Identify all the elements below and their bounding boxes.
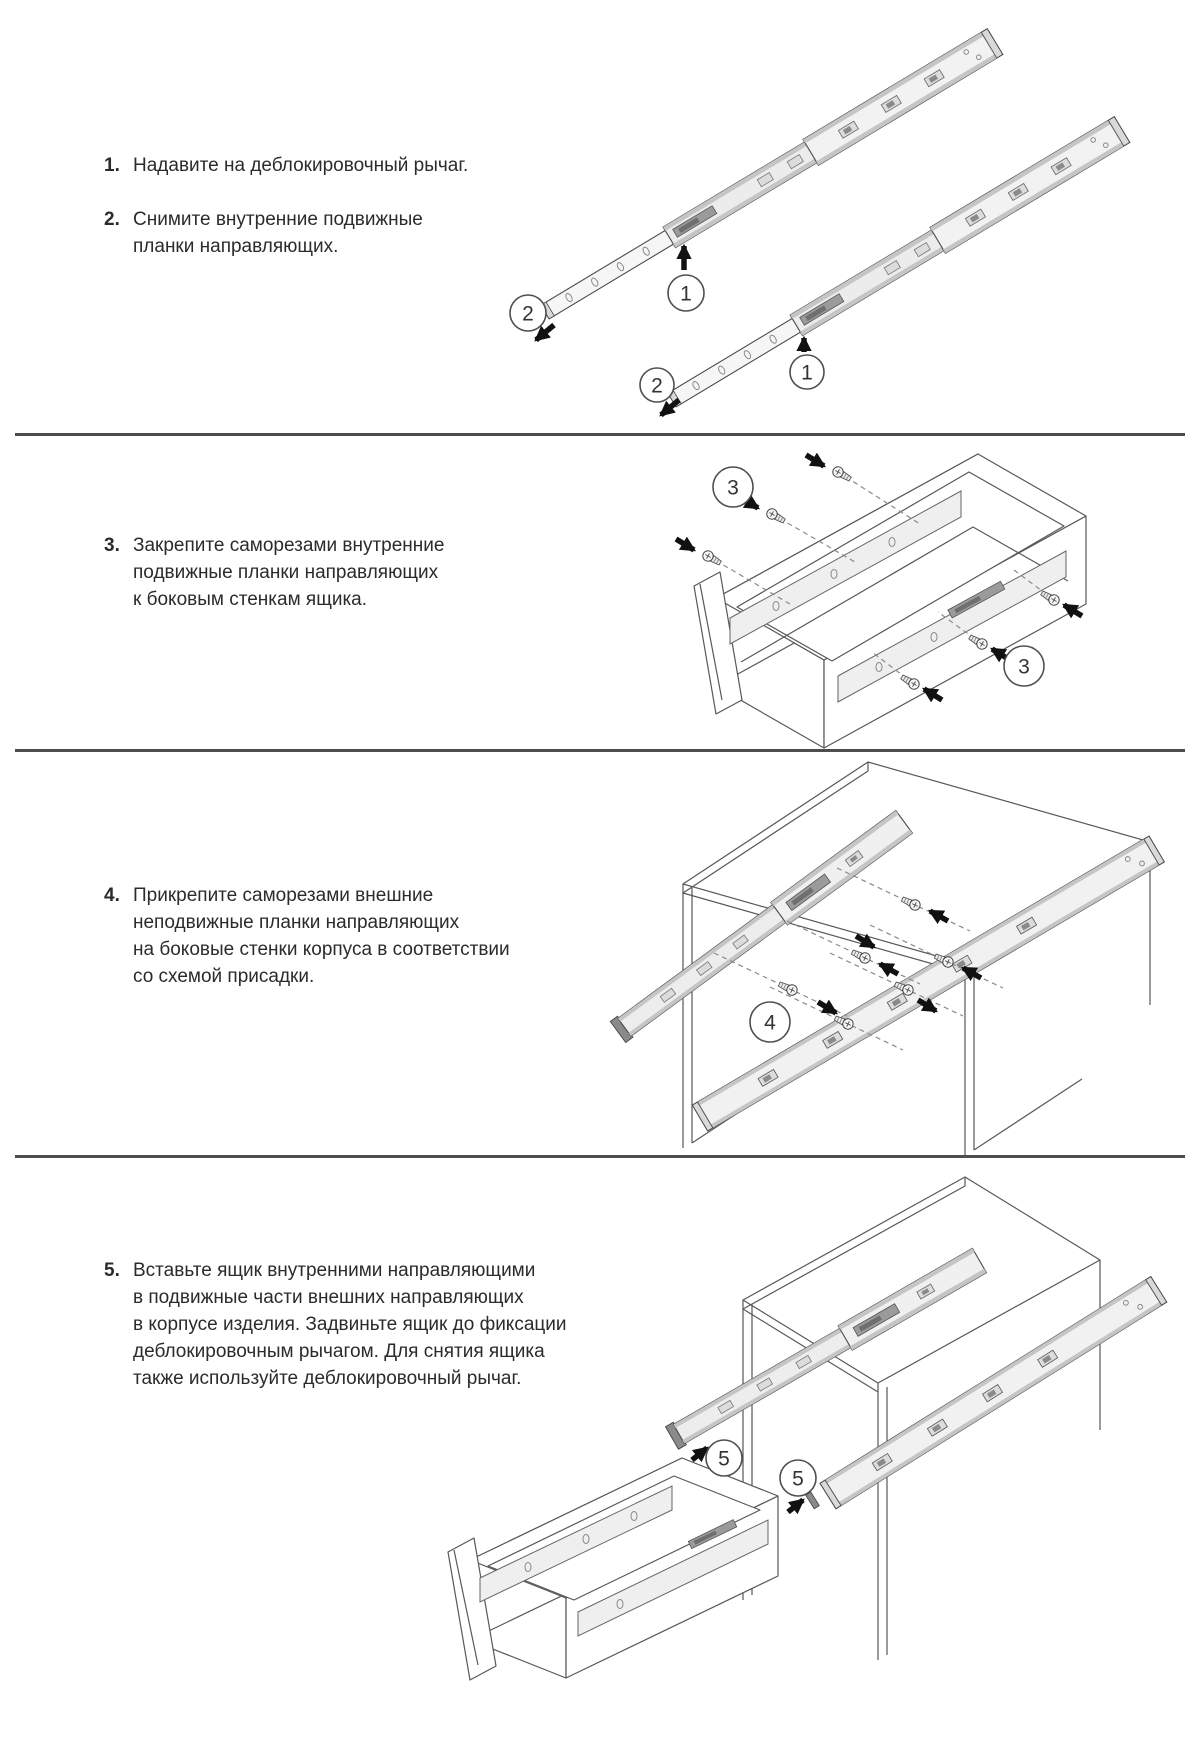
svg-text:3: 3 <box>1018 655 1030 679</box>
step-2-number: 2. <box>104 209 120 230</box>
screw-icon <box>850 947 872 965</box>
step-1-number: 1. <box>104 155 120 176</box>
screw-direction-arrow-icon <box>924 689 942 700</box>
svg-text:5: 5 <box>718 1447 730 1471</box>
diagram-slides-removal <box>0 0 1200 434</box>
callout-3-badge <box>713 467 753 507</box>
screw-direction-arrow-icon <box>880 964 898 974</box>
step-3-text-line3: к боковым стенкам ящика. <box>133 589 368 610</box>
step-5-number: 5. <box>104 1260 120 1281</box>
callout-2-badge <box>510 295 546 331</box>
insert-direction-arrow-icon <box>692 1448 707 1460</box>
diagram-drawer-mounting <box>0 435 1200 750</box>
step-4-text-line1: Прикрепите саморезами внешние <box>133 885 434 906</box>
screw-icon <box>701 549 723 568</box>
step-4-text-line4: со схемой присадки. <box>133 966 315 987</box>
step-1-text: Надавите на деблокировочный рычаг. <box>133 155 469 176</box>
diagram-drawer-insertion <box>0 1157 1200 1760</box>
svg-text:4: 4 <box>764 1011 776 1035</box>
screw-icon <box>831 465 853 484</box>
remove-strip-arrow-icon <box>661 400 679 415</box>
step-4-text-line3: на боковые стенки корпуса в соответствии <box>133 939 510 960</box>
screw-icon <box>777 979 799 997</box>
screw-direction-arrow-icon <box>676 539 694 550</box>
step-5-text-line1: Вставьте ящик внутренними направляющими <box>133 1260 536 1281</box>
step-3-text-line2: подвижные планки направляющих <box>133 562 439 583</box>
drawer-box <box>694 454 1086 748</box>
drawer-box <box>448 1458 778 1680</box>
step-4-text-line2: неподвижные планки направляющих <box>133 912 460 933</box>
step-5-text-line2: в подвижные части внешних направляющих <box>133 1287 524 1308</box>
svg-text:1: 1 <box>801 361 813 385</box>
step-5-text-line4: деблокировочным рычагом. Для снятия ящика <box>133 1341 545 1362</box>
callout-3-badge <box>1004 646 1044 686</box>
step-3-text-line1: Закрепите саморезами внутренние <box>133 535 445 556</box>
svg-text:5: 5 <box>792 1467 804 1491</box>
callout-5-badge <box>780 1460 816 1496</box>
step-2-text-line1: Снимите внутренние подвижные <box>133 209 423 230</box>
drawer-slide-rail <box>537 29 1002 325</box>
diagram-cabinet-mounting <box>0 751 1200 1156</box>
step-4-number: 4. <box>104 885 120 906</box>
screw-direction-arrow-icon <box>806 455 824 466</box>
step-3-number: 3. <box>104 535 120 556</box>
callout-1-badge <box>790 355 824 389</box>
callout-1-badge <box>668 275 704 311</box>
screw-icon <box>765 507 787 526</box>
rail-front-bracket <box>806 1492 820 1509</box>
cabinet-body <box>743 1177 1100 1660</box>
callout-5-badge <box>706 1440 742 1476</box>
step-5-text-line5: также используйте деблокировочный рычаг. <box>133 1368 522 1389</box>
insert-direction-arrow-icon <box>788 1500 803 1512</box>
step-5-text-line3: в корпусе изделия. Задвиньте ящик до фиксации <box>133 1314 567 1335</box>
svg-text:2: 2 <box>651 374 663 398</box>
svg-text:1: 1 <box>680 282 692 306</box>
callout-2-badge <box>640 368 674 402</box>
drawer-slide-rail <box>664 117 1129 413</box>
step-2-text-line2: планки направляющих. <box>133 236 339 257</box>
callout-4-badge <box>750 1002 790 1042</box>
svg-text:2: 2 <box>522 302 534 326</box>
svg-text:3: 3 <box>727 476 739 500</box>
